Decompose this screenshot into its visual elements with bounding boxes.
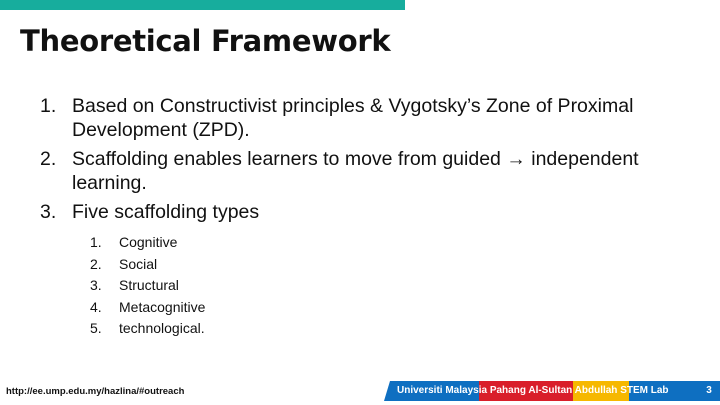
list-item [40, 200, 705, 224]
sub-list-item [90, 254, 205, 276]
sub-list-item-text: Cognitive [119, 234, 178, 250]
footer-url-link[interactable]: http://ee.ump.edu.my/hazlina/#outreach [6, 386, 185, 397]
footer-institution-band [384, 381, 720, 401]
slide-title: Theoretical Framework [20, 24, 391, 58]
sub-list-item-number: 4. [90, 298, 102, 315]
sub-list-item-text: Social [119, 255, 158, 272]
page-number: 3 [706, 385, 712, 396]
list-item-text: Based on Constructivist principles & Vygotsky’s Zone of Proximal Development (ZPD). [72, 95, 634, 141]
list-item-number: 1. [40, 95, 57, 117]
sub-list-item [90, 275, 205, 297]
list-item-text: Scaffolding enables learners to move from guided → independent learning. [72, 148, 639, 194]
institution-name: Universiti Malaysia Pahang Al-Sultan Abdullah STEM Lab [397, 385, 669, 396]
list-item [40, 147, 705, 195]
scaffolding-type-list [90, 232, 205, 340]
list-item-number: 3. [40, 201, 57, 223]
sub-list-item [90, 297, 205, 319]
sub-list-item-text: Metacognitive [119, 298, 206, 315]
sub-list-item [90, 232, 205, 254]
sub-list-item [90, 318, 205, 340]
sub-list-item-number: 1. [90, 234, 102, 250]
sub-list-item-number: 2. [90, 255, 102, 272]
main-point-list [40, 94, 705, 229]
sub-list-item-number: 3. [90, 277, 102, 293]
top-accent-bar [0, 0, 405, 10]
sub-list-item-number: 5. [90, 320, 102, 336]
list-item-number: 2. [40, 148, 57, 170]
sub-list-item-text: technological. [119, 320, 205, 336]
list-item [40, 94, 705, 142]
list-item-text: Five scaffolding types [72, 201, 260, 223]
sub-list-item-text: Structural [119, 277, 179, 293]
